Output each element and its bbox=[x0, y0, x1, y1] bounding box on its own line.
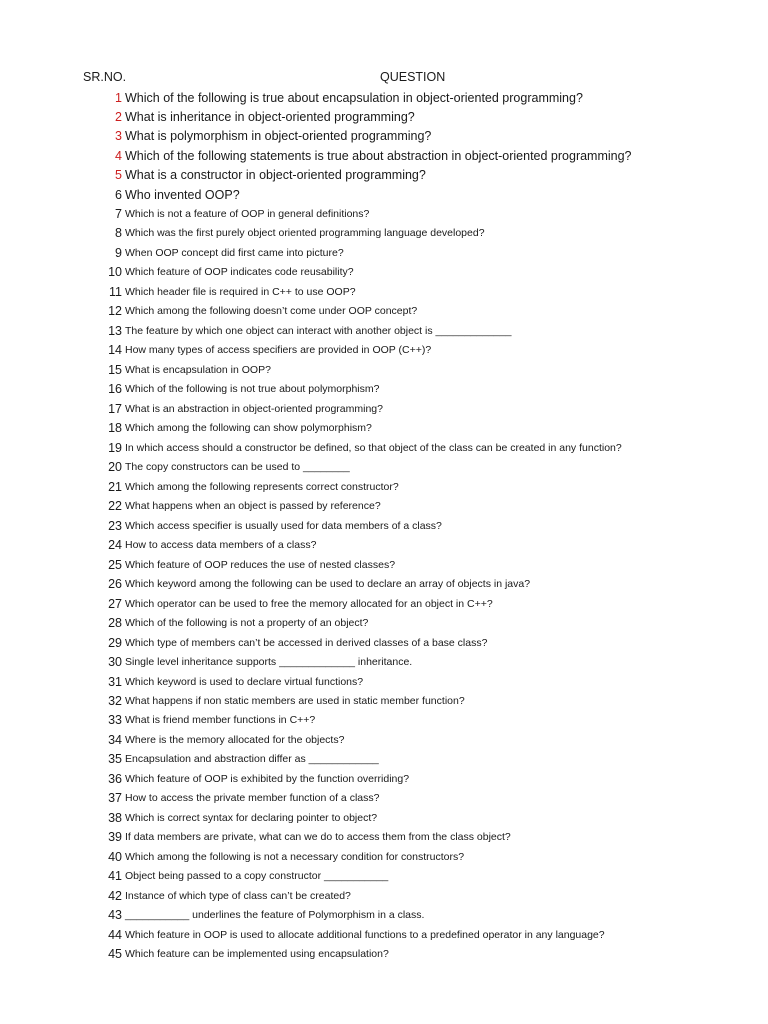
question-text: Which of the following is not a property of an object? bbox=[125, 617, 369, 630]
question-text: Where is the memory allocated for the objects? bbox=[125, 733, 345, 746]
question-number: 21 bbox=[108, 479, 122, 494]
question-text: What is a constructor in object-oriented programming? bbox=[125, 168, 426, 182]
question-text: The copy constructors can be used to ________ bbox=[125, 461, 350, 474]
question-number: 26 bbox=[108, 577, 122, 592]
column-header-sr-no: SR.NO. bbox=[83, 70, 127, 84]
question-number: 16 bbox=[108, 382, 122, 397]
question-number: 45 bbox=[108, 947, 122, 962]
question-number: 1 bbox=[115, 91, 122, 105]
question-text: When OOP concept did first came into picture? bbox=[125, 246, 344, 259]
question-text: What is polymorphism in object-oriented programming? bbox=[125, 129, 432, 143]
question-number: 29 bbox=[108, 635, 122, 650]
question-number: 4 bbox=[115, 149, 122, 163]
question-number: 19 bbox=[108, 440, 122, 455]
question-text: Which is correct syntax for declaring pointer to object? bbox=[125, 811, 378, 824]
question-text: Which feature of OOP reduces the use of nested classes? bbox=[125, 558, 396, 571]
question-number: 14 bbox=[108, 343, 122, 358]
question-number: 40 bbox=[108, 849, 122, 864]
question-number: 5 bbox=[115, 168, 122, 182]
question-text: How to access data members of a class? bbox=[125, 539, 317, 552]
question-text: Which among the following can show polymorphism? bbox=[125, 422, 372, 435]
question-number: 6 bbox=[115, 188, 122, 202]
question-number: 30 bbox=[108, 655, 122, 670]
question-number: 31 bbox=[108, 674, 122, 689]
question-number: 28 bbox=[108, 616, 122, 631]
question-number: 15 bbox=[108, 362, 122, 377]
question-text: Who invented OOP? bbox=[125, 188, 240, 202]
question-text: Which feature of OOP indicates code reusability? bbox=[125, 266, 354, 279]
question-number: 41 bbox=[108, 869, 122, 884]
question-number: 35 bbox=[108, 752, 122, 767]
question-number: 7 bbox=[115, 207, 122, 221]
question-text: Which type of members can’t be accessed in derived classes of a base class? bbox=[125, 636, 488, 649]
question-number: 8 bbox=[115, 226, 122, 241]
question-number: 37 bbox=[108, 791, 122, 806]
question-text: Which of the following is true about encapsulation in object-oriented programming? bbox=[125, 91, 583, 105]
question-text: Which header file is required in C++ to use OOP? bbox=[125, 285, 356, 298]
question-text: Single level inheritance supports _____________ inheritance. bbox=[125, 656, 413, 669]
question-text: Which among the following is not a necessary condition for constructors? bbox=[125, 850, 465, 863]
question-text: Which access specifier is usually used for data members of a class? bbox=[125, 519, 442, 532]
question-number: 24 bbox=[108, 538, 122, 553]
question-number: 36 bbox=[108, 771, 122, 786]
question-text: How many types of access specifiers are provided in OOP (C++)? bbox=[125, 344, 432, 357]
question-number: 44 bbox=[108, 927, 122, 942]
question-number: 38 bbox=[108, 810, 122, 825]
question-number: 33 bbox=[108, 713, 122, 728]
question-number: 2 bbox=[115, 110, 122, 124]
question-text: Which among the following doesn’t come under OOP concept? bbox=[125, 305, 418, 318]
question-number: 11 bbox=[109, 284, 122, 299]
question-text: Which of the following statements is true about abstraction in object-oriented programming? bbox=[125, 149, 632, 163]
question-text: If data members are private, what can we do to access them from the class object? bbox=[125, 831, 511, 844]
question-text: What is inheritance in object-oriented programming? bbox=[125, 110, 415, 124]
question-number: 42 bbox=[108, 888, 122, 903]
question-number: 3 bbox=[115, 129, 122, 143]
question-number: 22 bbox=[108, 499, 122, 514]
question-text: Which among the following represents correct constructor? bbox=[125, 480, 399, 493]
question-number: 18 bbox=[108, 421, 122, 436]
question-number: 43 bbox=[108, 908, 122, 923]
question-text: What is encapsulation in OOP? bbox=[125, 363, 271, 376]
question-number: 32 bbox=[108, 694, 122, 708]
question-number: 13 bbox=[108, 323, 122, 338]
question-text: In which access should a constructor be defined, so that object of the class can be created in any function? bbox=[125, 441, 622, 454]
question-number: 39 bbox=[108, 830, 122, 845]
question-text: How to access the private member function of a class? bbox=[125, 792, 380, 805]
question-text: Which was the first purely object oriented programming language developed? bbox=[125, 227, 485, 240]
question-number: 34 bbox=[108, 732, 122, 747]
question-number: 10 bbox=[108, 265, 122, 280]
question-number: 20 bbox=[108, 460, 122, 475]
question-number: 27 bbox=[108, 596, 122, 611]
question-text: Encapsulation and abstraction differ as ____________ bbox=[125, 753, 379, 766]
question-text: Which is not a feature of OOP in general definitions? bbox=[125, 208, 370, 220]
question-text: Instance of which type of class can’t be created? bbox=[125, 889, 351, 902]
question-text: Which operator can be used to free the memory allocated for an object in C++? bbox=[125, 597, 493, 610]
question-text: Which keyword among the following can be used to declare an array of objects in java? bbox=[125, 578, 531, 591]
question-text: Which feature in OOP is used to allocate additional functions to a predefined operator in any language? bbox=[125, 928, 605, 941]
question-text: What happens when an object is passed by reference? bbox=[125, 500, 381, 513]
question-number: 23 bbox=[108, 518, 122, 533]
question-text: Object being passed to a copy constructor ___________ bbox=[125, 870, 389, 883]
question-text: What happens if non static members are used in static member function? bbox=[125, 695, 465, 707]
question-number: 12 bbox=[108, 304, 122, 319]
question-text: Which of the following is not true about polymorphism? bbox=[125, 383, 380, 396]
question-number: 9 bbox=[115, 245, 122, 260]
question-text: What is an abstraction in object-oriented programming? bbox=[125, 402, 383, 415]
question-number: 17 bbox=[108, 401, 122, 416]
question-text: Which feature of OOP is exhibited by the function overriding? bbox=[125, 772, 410, 785]
question-text: The feature by which one object can interact with another object is _____________ bbox=[125, 324, 512, 337]
column-header-question: QUESTION bbox=[380, 70, 446, 84]
question-number: 25 bbox=[108, 557, 122, 572]
question-text: ___________ underlines the feature of Polymorphism in a class. bbox=[125, 909, 425, 922]
question-text: Which keyword is used to declare virtual functions? bbox=[125, 675, 364, 688]
question-text: Which feature can be implemented using encapsulation? bbox=[125, 948, 389, 961]
question-text: What is friend member functions in C++? bbox=[125, 714, 316, 727]
